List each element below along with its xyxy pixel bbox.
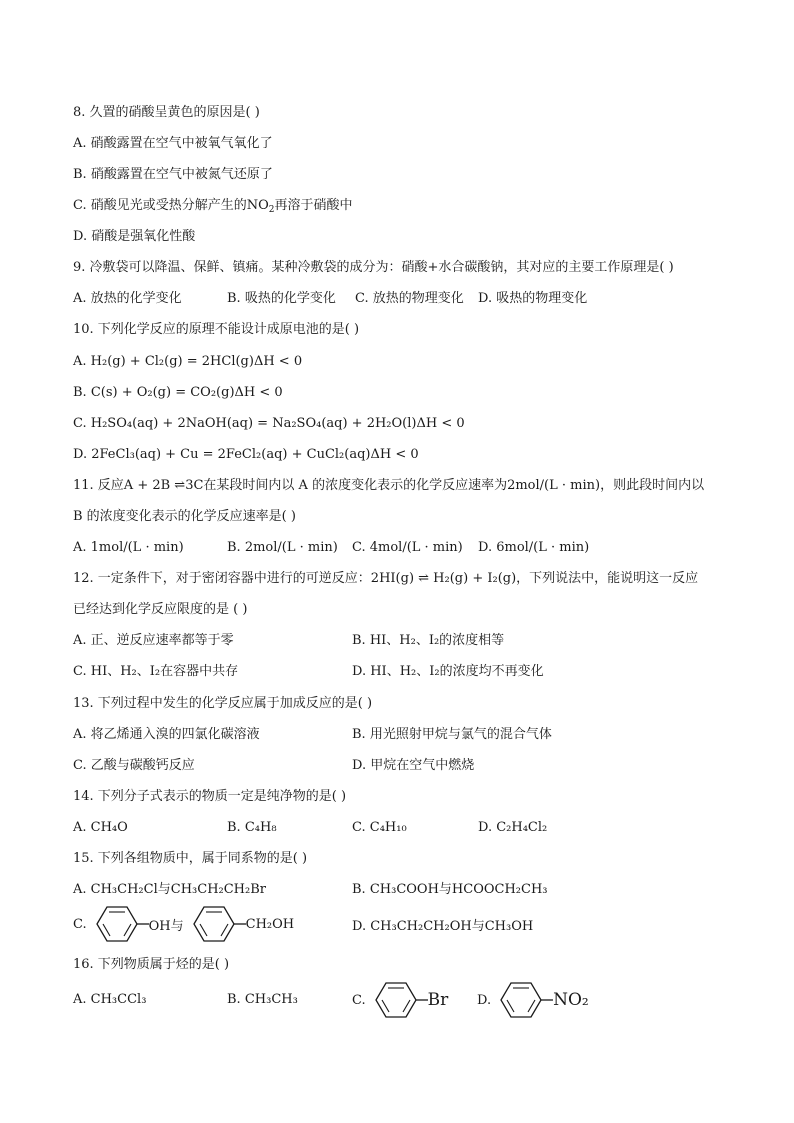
q15-option-d: D. CH₃CH₂CH₂OH与CH₃OH <box>352 919 534 934</box>
q12-option-d: D. HI、H₂、I₂的浓度均不再变化 <box>352 664 544 679</box>
q14-option-c: C. C₄H₁₀ <box>352 820 407 835</box>
q13-option-c: C. 乙酸与碳酸钙反应 <box>73 758 195 773</box>
q8-option-c-post: 再溶于硝酸中 <box>274 198 353 213</box>
q14-option-d: D. C₂H₄Cl₂ <box>478 820 548 835</box>
q10-option-b: B. C(s) + O₂(g) = CO₂(g)ΔH < 0 <box>73 385 283 400</box>
q13-option-d: D. 甲烷在空气中燃烧 <box>352 758 475 773</box>
q8-option-d: D. 硝酸是强氧化性酸 <box>73 229 196 244</box>
q8-option-c <box>73 197 353 215</box>
q16-option-c <box>352 980 448 1020</box>
benzene-ring-icon <box>184 904 250 944</box>
q11-option-a: A. 1mol/(L · min) <box>73 540 184 555</box>
q14-stem: 14. 下列分子式表示的物质一定是纯净物的是( ) <box>73 789 347 804</box>
q10-stem: 10. 下列化学反应的原理不能设计成原电池的是( ) <box>73 322 360 337</box>
q11-option-c: C. 4mol/(L · min) <box>352 540 463 555</box>
q8-option-c-pre: C. 硝酸见光或受热分解产生的NO <box>73 198 269 213</box>
q12-stem-line1: 12. 一定条件下，对于密闭容器中进行的可逆反应：2HI(g) ⇌ H₂(g) + I₂(g)，下列说法中，能说明这一反应 <box>73 571 699 586</box>
q8-stem: 8. 久置的硝酸呈黄色的原因是( ) <box>73 105 260 120</box>
q11-stem-line2: B 的浓度变化表示的化学反应速率是( ) <box>73 509 296 524</box>
q15-option-b: B. CH₃COOH与HCOOCH₂CH₃ <box>352 882 548 897</box>
q9-option-d: D. 吸热的物理变化 <box>478 291 588 306</box>
q15-option-a: A. CH₃CH₂Cl与CH₃CH₂CH₂Br <box>73 882 267 897</box>
q15-stem: 15. 下列各组物质中，属于同系物的是( ) <box>73 851 308 866</box>
q9-stem: 9. 冷敷袋可以降温、保鲜、镇痛。某种冷敷袋的成分为：硝酸+水合碳酸钠，其对应的主要工作原理是( ) <box>73 260 674 275</box>
q15-option-c <box>73 904 294 944</box>
q9-option-b: B. 吸热的化学变化 <box>227 291 336 306</box>
q16-stem: 16. 下列物质属于烃的是( ) <box>73 957 230 972</box>
benzene-ring-icon <box>366 980 432 1020</box>
q11-option-b: B. 2mol/(L · min) <box>227 540 338 555</box>
q14-option-b: B. C₄H₈ <box>227 820 277 835</box>
q10-option-d: D. 2FeCl₃(aq) + Cu = 2FeCl₂(aq) + CuCl₂(aq)ΔH < 0 <box>73 447 419 462</box>
q12-stem-line2: 已经达到化学反应限度的是 ( ) <box>73 602 248 617</box>
q10-option-a: A. H₂(g) + Cl₂(g) = 2HCl(g)ΔH < 0 <box>73 354 303 369</box>
q16-option-d-group: NO₂ <box>553 990 589 1010</box>
q15-option-c-group1: OH与 <box>148 918 184 934</box>
q15-option-c-group2: CH₂OH <box>245 916 295 932</box>
benzene-ring-icon <box>87 904 153 944</box>
q15-option-c-label: C. <box>73 916 87 932</box>
q16-option-a: A. CH₃CCl₃ <box>73 992 147 1007</box>
q11-option-d: D. 6mol/(L · min) <box>478 540 590 555</box>
q9-option-c: C. 放热的物理变化 <box>355 291 464 306</box>
q12-option-c: C. HI、H₂、I₂在容器中共存 <box>73 664 239 679</box>
q13-option-a: A. 将乙烯通入溴的四氯化碳溶液 <box>73 727 260 742</box>
q8-option-b: B. 硝酸露置在空气中被氮气还原了 <box>73 167 273 182</box>
q8-option-a: A. 硝酸露置在空气中被氧气氧化了 <box>73 136 273 151</box>
q9-option-a: A. 放热的化学变化 <box>73 291 182 306</box>
q12-option-b: B. HI、H₂、I₂的浓度相等 <box>352 633 505 648</box>
q16-option-c-label: C. <box>352 992 366 1008</box>
q8-option-c-sub: 2 <box>268 205 275 215</box>
q16-option-b: B. CH₃CH₃ <box>227 992 298 1007</box>
q16-option-d-label: D. <box>477 992 492 1008</box>
q13-stem: 13. 下列过程中发生的化学反应属于加成反应的是( ) <box>73 696 373 711</box>
q16-option-c-group: Br <box>427 990 449 1010</box>
q14-option-a: A. CH₄O <box>73 820 128 835</box>
q10-option-c: C. H₂SO₄(aq) + 2NaOH(aq) = Na₂SO₄(aq) + 2H₂O(l)ΔH < 0 <box>73 416 465 431</box>
q12-option-a: A. 正、逆反应速率都等于零 <box>73 633 234 648</box>
q16-option-d <box>477 980 589 1020</box>
q11-stem-line1: 11. 反应A + 2B ⇌3C在某段时间内以 A 的浓度变化表示的化学反应速率为2mol/(L · min)，则此段时间内以 <box>73 478 705 493</box>
q13-option-b: B. 用光照射甲烷与氯气的混合气体 <box>352 727 552 742</box>
benzene-ring-icon <box>491 980 557 1020</box>
